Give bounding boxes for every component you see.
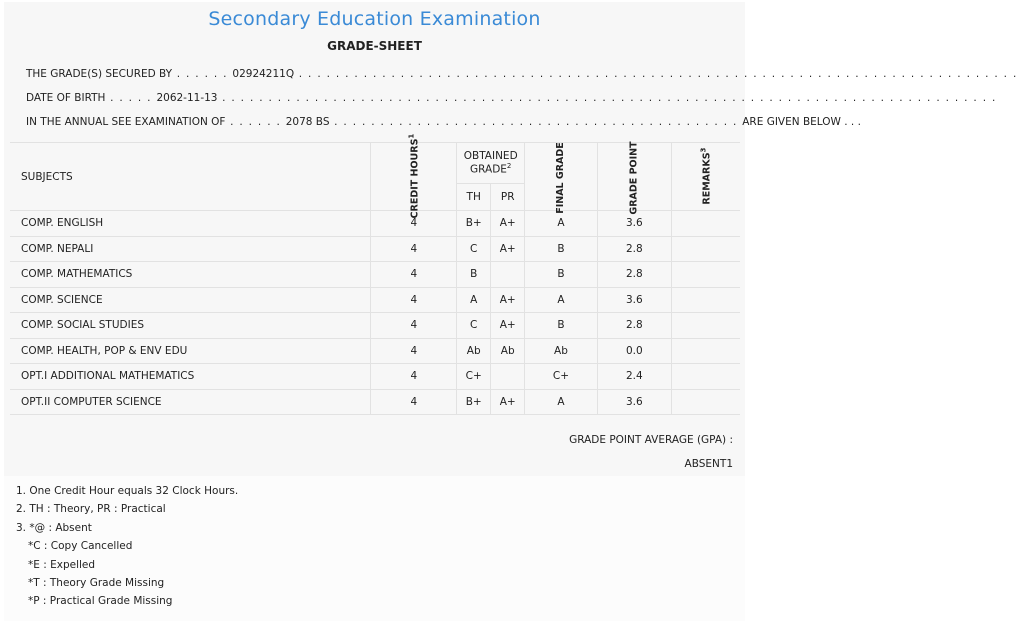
header-remarks: REMARKS$^3$ — [671, 143, 740, 211]
remarks-cell — [671, 211, 740, 237]
th-grade-cell: B+ — [457, 211, 491, 237]
remarks-cell — [671, 389, 740, 415]
grade-point-cell: 0.0 — [597, 338, 671, 364]
header-th: TH — [457, 184, 491, 211]
remarks-cell — [671, 338, 740, 364]
header-credit-hours: CREDIT HOURS$^1$ — [371, 143, 457, 211]
subject-cell: COMP. SOCIAL STUDIES — [10, 313, 371, 339]
credit-cell: 4 — [371, 236, 457, 262]
header-subjects: SUBJECTS — [10, 143, 371, 211]
final-grade-cell: C+ — [525, 364, 598, 390]
final-grade-cell: B — [525, 313, 598, 339]
table-row — [10, 287, 740, 313]
subject-cell: OPT.I ADDITIONAL MATHEMATICS — [10, 364, 371, 390]
exam-label: IN THE ANNUAL SEE EXAMINATION OF — [26, 116, 226, 128]
grade-point-cell: 2.8 — [597, 313, 671, 339]
page-subtitle: GRADE-SHEET — [327, 39, 422, 53]
pr-grade-cell: A+ — [491, 236, 525, 262]
grade-point-cell: 2.8 — [597, 262, 671, 288]
th-grade-cell: Ab — [457, 338, 491, 364]
remarks-cell — [671, 262, 740, 288]
dob-value: 2062-11-13 — [156, 92, 218, 104]
table-row — [10, 313, 740, 339]
remarks-cell — [671, 313, 740, 339]
subject-cell: COMP. ENGLISH — [10, 211, 371, 237]
final-grade-cell: B — [525, 262, 598, 288]
th-grade-cell: A — [457, 287, 491, 313]
header-obtained-grade: OBTAINED GRADE$^2$ — [457, 143, 525, 184]
final-grade-cell: A — [525, 287, 598, 313]
footnote: *T : Theory Grade Missing — [28, 576, 165, 589]
pr-grade-cell: A+ — [491, 389, 525, 415]
footnote: *E : Expelled — [28, 558, 96, 571]
credit-cell: 4 — [371, 313, 457, 339]
pr-grade-cell: A+ — [491, 211, 525, 237]
grade-point-cell: 3.6 — [597, 211, 671, 237]
footnote: 2. TH : Theory, PR : Practical — [16, 503, 166, 516]
header-final-grade: FINAL GRADE — [525, 143, 598, 211]
secured-by-label: THE GRADE(S) SECURED BY — [26, 68, 173, 80]
page-title: Secondary Education Examination — [208, 8, 541, 30]
subject-cell: COMP. MATHEMATICS — [10, 262, 371, 288]
credit-cell: 4 — [371, 262, 457, 288]
grades-table — [10, 134, 740, 415]
grade-point-cell: 2.4 — [597, 364, 671, 390]
grade-point-cell: 3.6 — [597, 287, 671, 313]
pr-grade-cell — [491, 364, 525, 390]
grade-sheet — [4, 2, 1018, 621]
credit-cell: 4 — [371, 364, 457, 390]
credit-cell: 4 — [371, 389, 457, 415]
footnote: 3. *@ : Absent — [16, 521, 92, 534]
info-exam: IN THE ANNUAL SEE EXAMINATION OF . . . . . . 2078 BS . . . . . . . . . . . . . . . . . . . . . . . . . . . . . . . . . . . . . . . . . . . . ARE GIVEN BELOW . . . — [26, 116, 861, 128]
footnote: *P : Practical Grade Missing — [28, 595, 173, 608]
pr-grade-cell — [491, 262, 525, 288]
gpa-value: ABSENT1 — [684, 458, 733, 470]
remarks-cell — [671, 236, 740, 262]
pr-grade-cell: A+ — [491, 313, 525, 339]
final-grade-cell: A — [525, 211, 598, 237]
grade-point-cell: 3.6 — [597, 389, 671, 415]
symbol-number: 02924211Q — [232, 68, 295, 80]
final-grade-cell: A — [525, 389, 598, 415]
table-row — [10, 338, 740, 364]
header-pr: PR — [491, 184, 525, 211]
remarks-cell — [671, 287, 740, 313]
subject-cell: OPT.II COMPUTER SCIENCE — [10, 389, 371, 415]
header-grade-point: GRADE POINT — [597, 143, 671, 211]
footnotes — [16, 485, 238, 614]
pr-grade-cell: Ab — [491, 338, 525, 364]
exam-year: 2078 BS — [285, 116, 330, 128]
table-row — [10, 389, 740, 415]
table-row — [10, 262, 740, 288]
grade-point-cell: 2.8 — [597, 236, 671, 262]
th-grade-cell: C+ — [457, 364, 491, 390]
th-grade-cell: C — [457, 313, 491, 339]
remarks-cell — [671, 364, 740, 390]
info-dob: DATE OF BIRTH . . . . . 2062-11-13 . . . . . . . . . . . . . . . . . . . . . . . . . . . . . . . . . . . . . . . . . . . . . . . . . . . . . . . . . . . . . . . . . . . . . . . . . . . . . . . . . . . . — [26, 92, 997, 104]
final-grade-cell: B — [525, 236, 598, 262]
footnote: 1. One Credit Hour equals 32 Clock Hours. — [16, 485, 239, 497]
credit-cell: 4 — [371, 287, 457, 313]
dob-label: DATE OF BIRTH — [26, 92, 106, 104]
th-grade-cell: C — [457, 236, 491, 262]
credit-cell: 4 — [371, 338, 457, 364]
th-grade-cell: B — [457, 262, 491, 288]
given-below-text: ARE GIVEN BELOW . . . — [742, 116, 861, 128]
footnote: *C : Copy Cancelled — [28, 540, 133, 553]
table-row — [10, 364, 740, 390]
info-secured-by: THE GRADE(S) SECURED BY . . . . . . 02924211Q . . . . . . . . . . . . . . . . . . . . . . . . . . . . . . . . . . . . . . . . . . . . . . . . . . . . . . . . . . . . . . . . . . . . . . . . . . . . . . — [26, 68, 1018, 80]
th-grade-cell: B+ — [457, 389, 491, 415]
pr-grade-cell: A+ — [491, 287, 525, 313]
gpa-label: GRADE POINT AVERAGE (GPA) : — [569, 434, 733, 446]
subject-cell: COMP. HEALTH, POP & ENV EDU — [10, 338, 371, 364]
final-grade-cell: Ab — [525, 338, 598, 364]
table-row — [10, 236, 740, 262]
subject-cell: COMP. SCIENCE — [10, 287, 371, 313]
credit-cell: 4 — [371, 211, 457, 237]
subject-cell: COMP. NEPALI — [10, 236, 371, 262]
